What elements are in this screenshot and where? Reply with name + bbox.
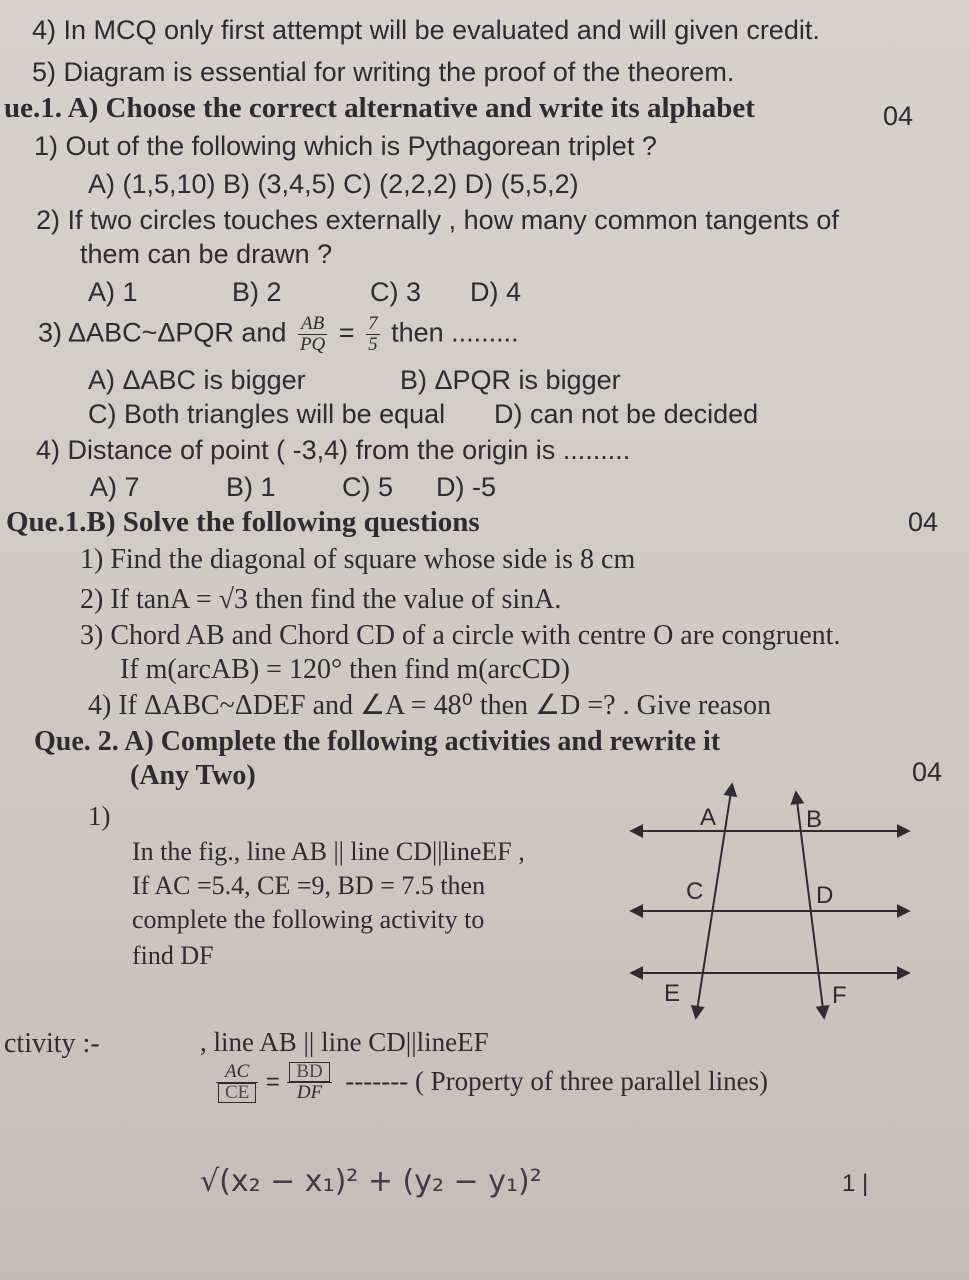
fraction-ac-ce <box>216 1062 258 1103</box>
property-text: ------- ( Property of three parallel lines) <box>345 1065 769 1096</box>
frac-num-7: 7 <box>368 313 378 334</box>
label-c: C <box>686 878 704 905</box>
num-bd-box <box>287 1062 331 1083</box>
q1a-3-option-d: D) can not be decided <box>494 399 759 429</box>
q1a-2-option-a: A) 1 <box>88 277 138 307</box>
num-bd: BD <box>289 1062 329 1082</box>
frac-num-ab: AB <box>298 314 327 335</box>
q1a-3-option-b: B) ΔPQR is bigger <box>400 365 621 395</box>
q1a-3-option-a: A) ΔABC is bigger <box>88 365 306 395</box>
q1a-2-stem-cont: them can be drawn ? <box>80 239 333 269</box>
q2a-text-2: If AC =5.4, CE =9, BD = 7.5 then <box>132 871 486 900</box>
label-d: D <box>816 882 834 909</box>
equals-sign-activity: = <box>265 1068 280 1096</box>
q2a-text-4: find DF <box>132 941 214 970</box>
q1a-marks: 04 <box>883 101 914 131</box>
ratio-ab-pq <box>298 314 327 355</box>
q1b-item-3-cont: If m(arcAB) = 120° then find m(arcCD) <box>120 654 570 685</box>
q2a-subheading: (Any Two) <box>130 760 256 791</box>
activity-proportion <box>216 1062 768 1103</box>
den-ce: CE <box>218 1083 256 1103</box>
q1a-4-option-d: D) -5 <box>436 472 496 502</box>
den-df: DF <box>296 1082 323 1103</box>
q2a-heading: Que. 2. A) Complete the following activities and rewrite it <box>34 726 721 757</box>
q2a-text-1: In the fig., line AB || line CD||lineEF , <box>132 837 525 866</box>
q1a-2-option-c: C) 3 <box>370 277 422 307</box>
activity-label: ctivity :- <box>4 1028 100 1059</box>
q1b-item-3: 3) Chord AB and Chord CD of a circle with centre O are congruent. <box>80 620 841 651</box>
q1b-item-2: 2) If tanA = √3 then find the value of sinA. <box>80 584 562 615</box>
instruction-5: 5) Diagram is essential for writing the proof of the theorem. <box>32 57 735 87</box>
q1a-3-stem <box>38 314 519 355</box>
num-ac: AC <box>216 1062 258 1083</box>
den-ce-box <box>216 1083 258 1103</box>
equals-sign: = <box>338 317 355 348</box>
q1a-4-stem: 4) Distance of point ( -3,4) from the origin is ......... <box>36 435 631 465</box>
label-f: F <box>832 982 847 1009</box>
frac-den-5: 5 <box>368 334 378 355</box>
q1a-3-suffix: then ......... <box>391 317 519 348</box>
q1a-heading: ue.1. A) Choose the correct alternative and write its alphabet <box>4 92 755 124</box>
label-a: A <box>700 804 717 831</box>
q2a-item-number: 1) <box>88 801 111 831</box>
q1b-item-1: 1) Find the diagonal of square whose side is 8 cm <box>80 544 636 575</box>
q1b-marks: 04 <box>908 507 939 537</box>
label-e: E <box>664 980 681 1007</box>
q1a-2-stem: 2) If two circles touches externally , how many common tangents of <box>36 205 839 235</box>
q1a-4-option-c: C) 5 <box>342 472 394 502</box>
q1a-2-option-d: D) 4 <box>470 277 522 307</box>
q1b-item-4: 4) If ΔABC~ΔDEF and ∠A = 48⁰ then ∠D =? . Give reason <box>88 690 772 721</box>
q1a-4-option-a: A) 7 <box>90 472 140 502</box>
activity-line-1: , line AB || line CD||lineEF <box>200 1027 489 1057</box>
q1a-1-options: A) (1,5,10) B) (3,4,5) C) (2,2,2) D) (5,5,2) <box>88 169 579 199</box>
q1a-3-option-c: C) Both triangles will be equal <box>88 399 446 429</box>
q2a-marks: 04 <box>912 757 943 787</box>
parallel-lines-figure <box>620 775 920 1025</box>
page-number: 1 | <box>842 1170 869 1197</box>
q2a-text-3: complete the following activity to <box>132 905 485 934</box>
q1a-4-option-b: B) 1 <box>226 472 276 502</box>
handwritten-distance-formula: √(x₂ − x₁)² + (y₂ − y₁)² <box>200 1164 542 1199</box>
frac-den-pq: PQ <box>299 334 326 355</box>
ratio-7-5 <box>366 314 380 355</box>
q1a-2-option-b: B) 2 <box>232 277 282 307</box>
q1a-3-prefix: 3) ΔABC~ΔPQR and <box>38 317 287 348</box>
q1a-1-stem: 1) Out of the following which is Pythagorean triplet ? <box>34 131 657 161</box>
instruction-4: 4) In MCQ only first attempt will be evaluated and will given credit. <box>32 15 820 45</box>
label-b: B <box>806 806 823 833</box>
q1b-heading: Que.1.B) Solve the following questions <box>6 506 480 538</box>
fraction-bd-df <box>287 1062 331 1103</box>
